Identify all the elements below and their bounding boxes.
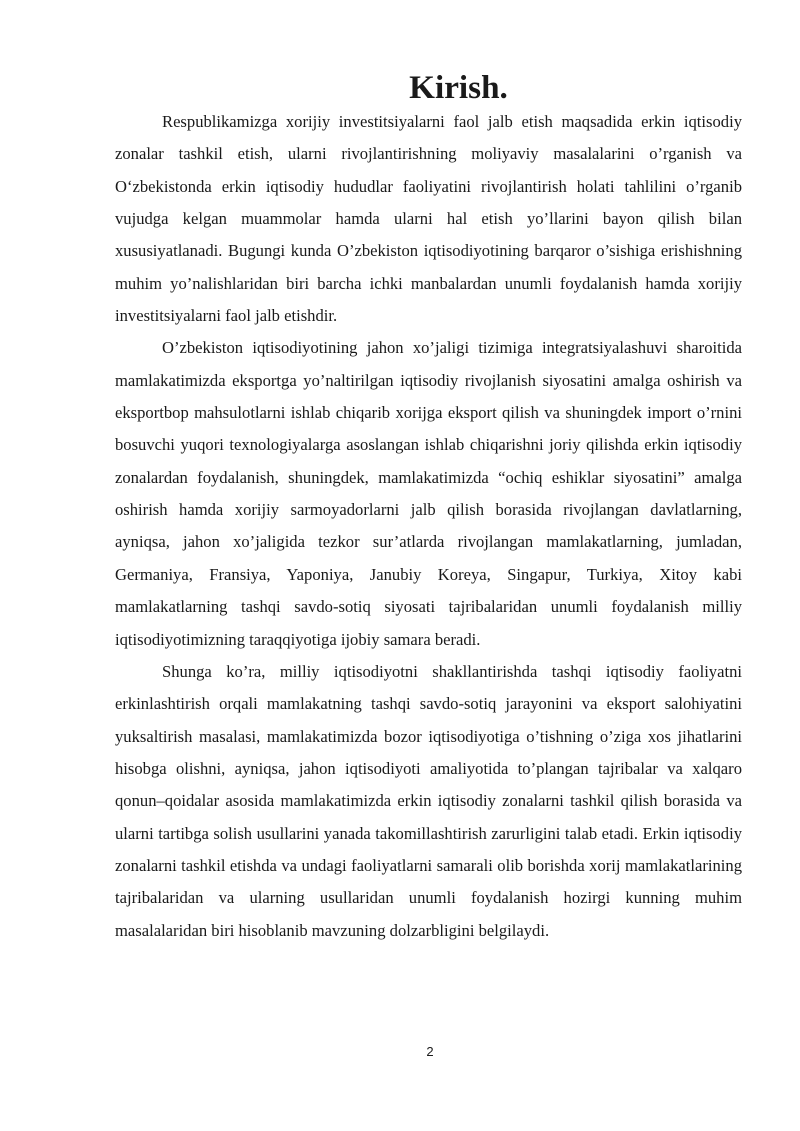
- paragraph-1: Respublikamizga xorijiy investitsiyalarni faol jalb etish maqsadida erkin iqtisodiy zonalar tashkil etish, ularni rivojlantirishning moliyaviy masalalarini o’rganish va O‘zbekistonda erkin iqtisodiy hududlar faoliyatini rivojlantirish holati tahlilini o’rganib vujudga kelgan muammolar hamda ularni hal etish yo’llarini bayon qilish bilan xususiyatlanadi. Bugungi kunda O’zbekiston iqtisodiyotining barqaror o’sishiga erishishning muhim yo’nalishlaridan biri barcha ichki manbalardan unumli foydalanish hamda xorijiy investitsiyalarni faol jalb etishdir.: [115, 112, 742, 326]
- paragraph-2: O’zbekiston iqtisodiyotining jahon xo’jaligi tizimiga integratsiyalashuvi sharoitida mamlakatimizda eksportga yo’naltirilgan iqtisodiy rivojlanish siyosatini amalga oshirish va eksportbop mahsulotlarni ishlab chiqarib xorijga eksport qilish va shuningdek import o’rnini bosuvchi yuqori texnologiyalarga asoslangan ishlab chiqarishni joriy qilishda erkin iqtisodiy zonalardan foydalanish, shuningdek, mamlakatimizda “ochiq eshiklar siyosatini” amalga oshirish hamda xorijiy sarmoyadorlarni jalb qilish borasida rivojlangan davlatlarning, ayniqsa, jahon xo’jaligida tezkor sur’atlarda rivojlangan mamlakatlarning, jumladan, Germaniya, Fransiya, Yaponiya, Janubiy Koreya, Singapur, Turkiya, Xitoy kabi mamlakatlarning tashqi savdo-sotiq siyosati tajribalaridan unumli foydalanish milliy iqtisodiyotimizning taraqqiyotiga ijobiy samara beradi.: [115, 338, 742, 649]
- page-content: [115, 69, 742, 947]
- section-title: Kirish.: [409, 69, 508, 106]
- page-number: 2: [426, 1044, 434, 1059]
- paragraph-3: Shunga ko’ra, milliy iqtisodiyotni shakllantirishda tashqi iqtisodiy faoliyatni erkinlashtirish orqali mamlakatning tashqi savdo-sotiq jarayonini va eksport salohiyatini yuksaltirish masalasi, mamlakatimizda bozor iqtisodiyotiga o’tishning o’ziga xos jihatlarini hisobga olishni, ayniqsa, jahon iqtisodiyoti amaliyotida to’plangan tajribalar va xalqaro qonun–qoidalar asosida mamlakatimizda erkin iqtisodiy zonalarni tashkil qilish borasida va ularni tartibga solish usullarini yanada takomillashtirish zarurligini talab etadi. Erkin iqtisodiy zonalarni tashkil etishda va undagi faoliyatlarni samarali olib borishda xorij mamlakatlarining tajribalaridan va ularning usullaridan unumli foydalanish hozirgi kunning muhim masalalaridan biri hisoblanib mavzuning dolzarbligini belgilaydi.: [115, 661, 742, 940]
